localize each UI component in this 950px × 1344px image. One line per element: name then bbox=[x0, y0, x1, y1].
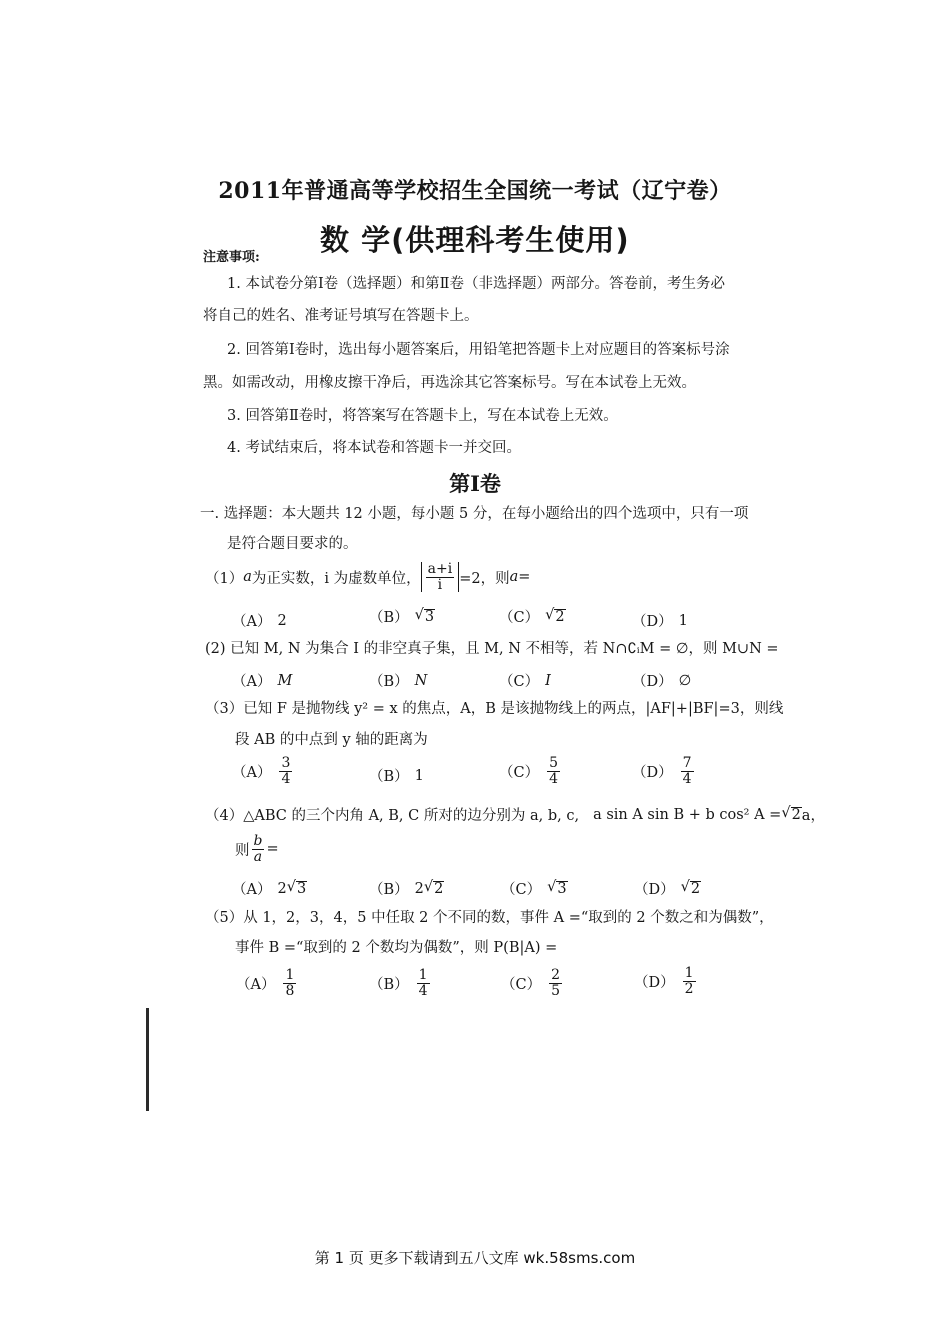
question-4-line-2-prefix: 则 bbox=[235, 842, 250, 859]
question-4-text-a: （4）△ABC 的三个内角 A, B, C 所对的边分别为 a, b, c, bbox=[205, 808, 580, 824]
option-coefficient: 2 bbox=[414, 880, 424, 897]
fraction-denominator: 5 bbox=[551, 982, 561, 999]
notice-heading: 注意事项: bbox=[203, 250, 260, 265]
question-4-option-b bbox=[369, 878, 444, 899]
question-2-option-d bbox=[632, 670, 691, 691]
volume-heading: 第Ⅰ卷 bbox=[449, 471, 501, 496]
section-instructions-line-1: 一. 选择题：本大题共 12 小题，每小题 5 分，在每小题给出的四个选项中，只有一项 bbox=[200, 506, 749, 522]
page-footer: 第 1 页 更多下载请到五八文库 wk.58sms.com bbox=[314, 1249, 636, 1267]
option-value: 3 bbox=[424, 609, 435, 626]
question-1-text-3: a bbox=[509, 569, 519, 586]
notice-item-1-line-1: 1. 本试卷分第Ⅰ卷（选择题）和第Ⅱ卷（非选择题）两部分。答卷前，考生务必 bbox=[227, 276, 726, 292]
scan-margin-line bbox=[146, 1008, 149, 1111]
exam-title: 2011年普通高等学校招生全国统一考试（辽宁卷） bbox=[218, 178, 732, 204]
notice-item-4: 4. 考试结束后，将本试卷和答题卡一并交回。 bbox=[227, 440, 521, 456]
option-label: （D） bbox=[632, 764, 673, 781]
fraction-numerator: 1 bbox=[285, 967, 295, 983]
option-label: （A） bbox=[236, 976, 276, 993]
option-label: （D） bbox=[634, 882, 675, 898]
question-2-option-c bbox=[499, 670, 551, 691]
option-value: I bbox=[545, 672, 551, 689]
fraction bbox=[683, 966, 696, 996]
fraction bbox=[547, 756, 560, 786]
question-1-var-a: a bbox=[243, 569, 252, 586]
option-value: M bbox=[277, 672, 293, 689]
option-label: （D） bbox=[632, 674, 673, 690]
notice-item-2-line-1: 2. 回答第Ⅰ卷时，选出每小题答案后，用铅笔把答题卡上对应题目的答案标号涂 bbox=[227, 342, 730, 358]
option-value: ∅ bbox=[678, 672, 692, 689]
question-4-line-2-suffix: = bbox=[266, 841, 279, 858]
fraction-denominator: 2 bbox=[684, 980, 694, 997]
question-2-option-b bbox=[369, 670, 427, 691]
fraction-denominator: 8 bbox=[285, 982, 295, 999]
question-1-fraction bbox=[426, 562, 455, 592]
fraction-numerator: b bbox=[253, 833, 263, 849]
question-1-text-1: 为正实数，i 为虚数单位， bbox=[251, 570, 421, 587]
section-instructions-line-2: 是符合题目要求的。 bbox=[227, 536, 358, 552]
question-1-text-2: =2，则 bbox=[459, 570, 510, 587]
option-label: （A） bbox=[232, 882, 272, 898]
fraction bbox=[279, 756, 292, 786]
sqrt: √ 3 bbox=[414, 607, 435, 626]
question-1-text-4: = bbox=[518, 569, 531, 586]
question-4-sqrt-value: 2 bbox=[791, 807, 801, 824]
option-label: （A） bbox=[232, 764, 272, 781]
question-3-option-b bbox=[369, 765, 424, 786]
option-radicand: 2 bbox=[690, 881, 701, 898]
question-5-option-d bbox=[634, 966, 698, 996]
exam-subtitle: 数 学(供理科考生使用) bbox=[320, 223, 630, 257]
option-label: （C） bbox=[499, 764, 540, 781]
question-1-option-a bbox=[232, 610, 287, 631]
question-5-line-1: （5）从 1，2，3，4，5 中任取 2 个不同的数，事件 A =“取到的 2 个数之和为偶数”， bbox=[205, 910, 774, 926]
option-label: （A） bbox=[232, 614, 272, 630]
sqrt: √ 3 bbox=[547, 879, 567, 898]
fraction-numerator: 5 bbox=[549, 755, 559, 771]
option-label: （D） bbox=[634, 974, 675, 991]
option-label: （C） bbox=[501, 976, 542, 993]
option-label: （C） bbox=[499, 674, 540, 690]
sqrt: √ 2 bbox=[423, 879, 444, 898]
fraction-numerator: 1 bbox=[418, 967, 428, 983]
fraction-denominator: 4 bbox=[418, 982, 428, 999]
question-2: (2) 已知 M, N 为集合 I 的非空真子集，且 M, N 不相等，若 N∩∁ᵢM = ∅，则 M∪N = bbox=[205, 641, 779, 657]
question-1-abs bbox=[421, 562, 460, 592]
option-label: （B） bbox=[369, 610, 409, 626]
question-1 bbox=[205, 562, 530, 592]
question-5-line-2: 事件 B =“取到的 2 个数均为偶数”，则 P(B|A) = bbox=[235, 940, 558, 956]
question-4-text-c: a， bbox=[801, 808, 825, 824]
question-5-option-b bbox=[369, 968, 432, 998]
option-coefficient: 2 bbox=[277, 880, 287, 897]
option-value: N bbox=[414, 672, 428, 689]
question-4-option-c bbox=[501, 878, 568, 899]
option-value: 1 bbox=[414, 767, 424, 784]
question-3-option-a bbox=[232, 756, 294, 786]
notice-item-1-line-2: 将自己的姓名、准考证号填写在答题卡上。 bbox=[203, 308, 479, 324]
option-label: （B） bbox=[369, 976, 409, 993]
question-1-fraction-numerator: a+i bbox=[427, 561, 453, 577]
option-radicand: 2 bbox=[434, 881, 444, 898]
sqrt: √ 2 bbox=[781, 805, 801, 824]
fraction-numerator: 1 bbox=[684, 965, 694, 981]
question-1-option-c bbox=[499, 606, 566, 627]
question-1-fraction-denominator: i bbox=[437, 576, 443, 593]
question-4-option-d bbox=[634, 878, 701, 899]
option-label: （C） bbox=[499, 610, 540, 626]
question-4-fraction bbox=[252, 834, 265, 864]
option-value: 1 bbox=[678, 612, 688, 629]
fraction bbox=[681, 756, 694, 786]
option-value: 2 bbox=[277, 612, 287, 629]
question-2-option-a bbox=[232, 670, 292, 691]
option-label: （B） bbox=[369, 674, 409, 690]
fraction-denominator: 4 bbox=[682, 770, 692, 787]
question-4-text-b: a sin A sin B + b cos² A = bbox=[593, 806, 782, 823]
fraction bbox=[417, 968, 430, 998]
option-label: （D） bbox=[632, 614, 673, 630]
option-radicand: 3 bbox=[296, 881, 307, 898]
fraction bbox=[283, 968, 296, 998]
question-5-option-c bbox=[501, 968, 564, 998]
option-value: 2 bbox=[555, 609, 565, 626]
option-label: （B） bbox=[369, 882, 409, 898]
fraction-numerator: 2 bbox=[551, 967, 561, 983]
question-1-option-b bbox=[369, 606, 435, 627]
question-3-line-2: 段 AB 的中点到 y 轴的距离为 bbox=[235, 732, 428, 748]
sqrt: √ 3 bbox=[286, 879, 307, 898]
fraction-numerator: 7 bbox=[682, 755, 692, 771]
option-label: （B） bbox=[369, 769, 409, 785]
question-4-line-1 bbox=[205, 804, 825, 825]
question-3-option-d bbox=[632, 756, 696, 786]
fraction bbox=[549, 968, 562, 998]
option-label: （A） bbox=[232, 674, 272, 690]
sqrt: √ 2 bbox=[680, 879, 701, 898]
fraction-denominator: 4 bbox=[549, 770, 559, 787]
question-1-option-d bbox=[632, 610, 688, 631]
fraction-denominator: 4 bbox=[281, 770, 291, 787]
fraction-denominator: a bbox=[253, 848, 263, 865]
notice-item-2-line-2: 黑。如需改动，用橡皮擦干净后，再选涂其它答案标号。写在本试卷上无效。 bbox=[203, 375, 696, 391]
sqrt: √ 2 bbox=[545, 607, 565, 626]
question-5-option-a bbox=[236, 968, 298, 998]
question-4-option-a bbox=[232, 878, 307, 899]
fraction-numerator: 3 bbox=[281, 755, 291, 771]
question-3-line-1: （3）已知 F 是抛物线 y² = x 的焦点，A，B 是该抛物线上的两点，|AF|+|BF|=3，则线 bbox=[205, 701, 784, 717]
question-3-option-c bbox=[499, 756, 562, 786]
notice-item-3: 3. 回答第Ⅱ卷时，将答案写在答题卡上，写在本试卷上无效。 bbox=[227, 408, 618, 424]
option-radicand: 3 bbox=[557, 881, 567, 898]
question-4-line-2 bbox=[235, 834, 279, 864]
option-label: （C） bbox=[501, 882, 542, 898]
question-1-prefix: （1） bbox=[205, 570, 244, 587]
